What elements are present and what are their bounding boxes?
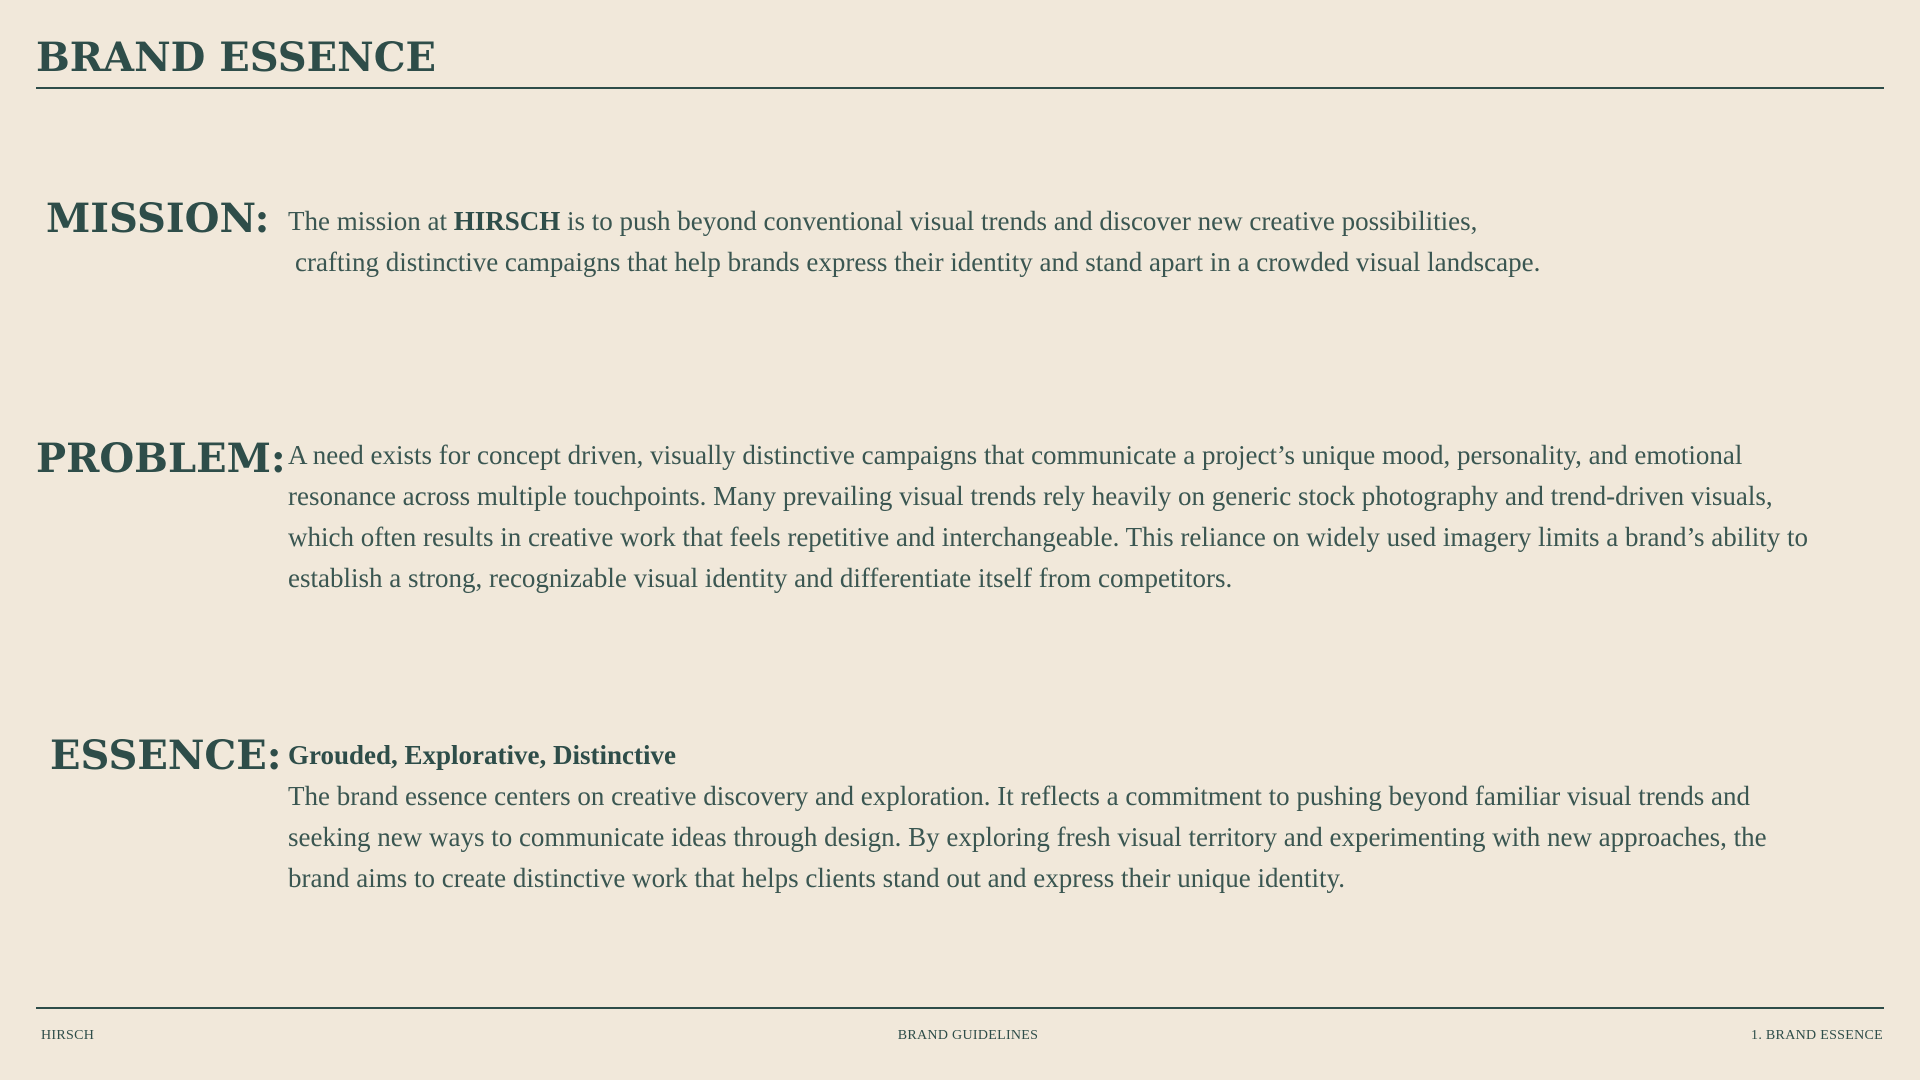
footer-document-name: BRAND GUIDELINES <box>897 1028 1039 1043</box>
essence-subtitle: Grouded, Explorative, Distinctive <box>288 740 676 770</box>
mission-line-2: crafting distinctive campaigns that help brands express their identity and stand apart in a crowded visual landscape. <box>295 247 1541 277</box>
mission-brand: HIRSCH <box>453 206 561 236</box>
mission-label: MISSION: <box>46 195 270 242</box>
essence-body <box>288 735 1788 899</box>
essence-text: The brand essence centers on creative discovery and exploration. It reflects a commitment to pushing beyond familiar visual trends and seeking new ways to communicate ideas through design. By exploring fresh visual territory and experimenting with new approaches, the brand aims to create distinctive work that helps clients stand out and express their unique identity. <box>288 781 1767 893</box>
mission-body <box>288 201 1848 283</box>
problem-text: A need exists for concept driven, visually distinctive campaigns that communicate a project’s unique mood, personality, and emotional resonance across multiple touchpoints. Many prevailing visual trends rely heavily on generic stock photography and trend-driven visuals, which often results in creative work that feels repetitive and interchangeable. This reliance on widely used imagery limits a brand’s ability to establish a strong, recognizable visual identity and differentiate itself from competitors. <box>288 440 1809 593</box>
page-title: BRAND ESSENCE <box>36 34 437 81</box>
page-header <box>36 30 1884 86</box>
problem-body <box>288 435 1823 599</box>
header-divider <box>36 87 1884 89</box>
mission-line-1 <box>288 201 1848 242</box>
essence-label: ESSENCE: <box>50 732 282 779</box>
footer-brand: HIRSCH <box>41 1028 95 1043</box>
problem-label: PROBLEM: <box>36 435 286 482</box>
footer-section-name: 1. BRAND ESSENCE <box>1751 1028 1883 1043</box>
footer-divider <box>36 1007 1884 1009</box>
mission-text-after: is to push beyond conventional visual trends and discover new creative possibilities, <box>560 206 1478 236</box>
mission-text-before: The mission at <box>288 206 454 236</box>
